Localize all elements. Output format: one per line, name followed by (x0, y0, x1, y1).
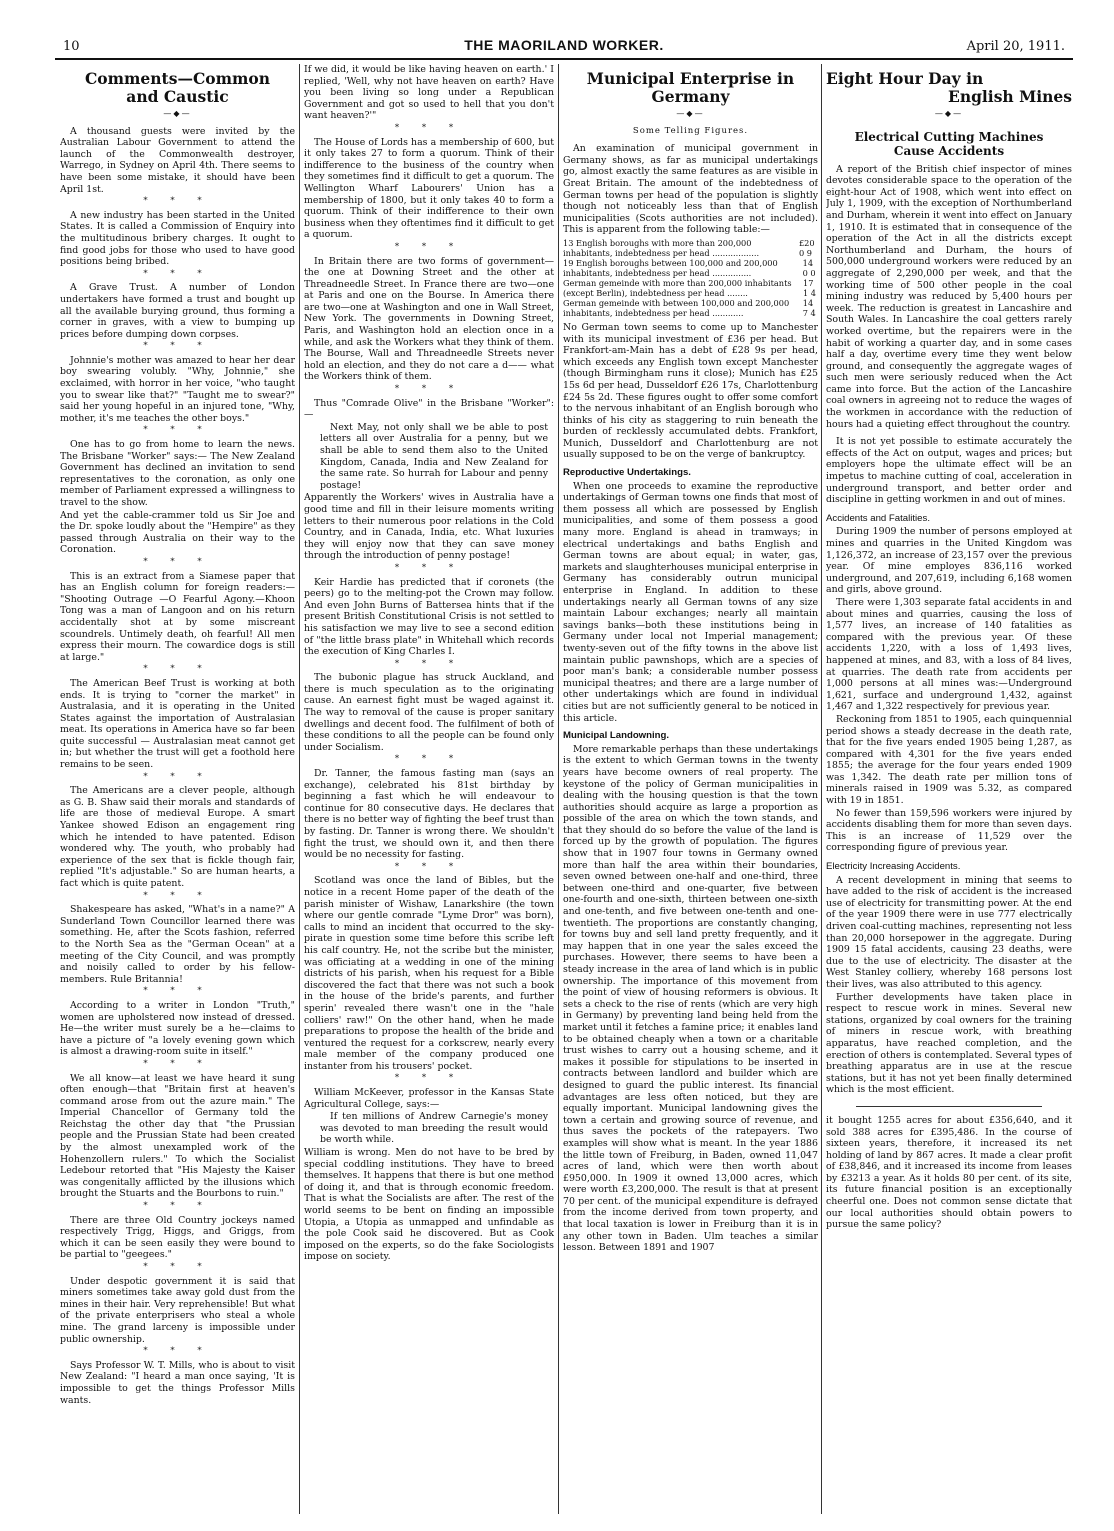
article-subtitle: Electrical Cutting Machines Cause Accidents (854, 129, 1044, 158)
paragraph: Keir Hardie has predicted that if coronets (the peers) go to the melting-pot the Crown may follow. And even John Burns of Battersea hints that if the present British Constitutional Crisis is not settled to his satisfaction we may live to see a second edition of "the little brass plate" in Whitehall which records the execution of King Charles I. (304, 576, 554, 658)
table-row: 13 English boroughs with more than 200,000 inhabitants, indebtedness per head .................. £20 0 9 (563, 237, 815, 258)
paragraph: More remarkable perhaps than these undertakings is the extent to which German towns in the twenty years have become owners of real property. The keystone of the policy of German municipalities in dealing with the housing question is that the town authorities should acquire as large a proportion as possible of the area on which the town stands, and that they should do so before the value of the land is forced up by the growth of population. The figures show that in 1907 four towns in Germany owned more than half the area within their boundaries, seven owned between one-half and one-third, three between one-third and one-quarter, five between one-fourth and one-sixth, thirteen between one-sixth and one-tenth, and five between one-tenth and one-twentieth. The proportions are constantly changing, for towns buy and sell land pretty frequently, and it may happen that in one year the sales exceed the purchases. However, there seems to have been a steady increase in the area of land which is in public ownership. The importance of this movement from the point of view of housing reformers is obvious. It sets a check to the rise of rents (which are very high in Germany) by preventing land being held from the market until it fetches a famine price; it enables land to be obtained cheaply when a town or a charitable trust wishes to carry out a housing scheme, and it makes it possible for stipulations to be inserted in contracts between landlord and builder which are designed to guard the public interest. Its financial advantages are less often noticed, but they are equally important. Municipal landowning gives the town a certain and growing source of revenue, and thus saves the pockets of the ratepayers. Two examples will show what is meant. In the year 1886 the little town of Freiburg, in Baden, owned 11,047 acres of land, which were then worth about £950,000. In 1909 it owned 13,000 acres, which were worth £3,200,000. The result is that at present 70 per cent. of the municipal expenditure is defrayed from the income derived from town property, and that local taxation is lower in Freiburg than it is in any other town in Baden. Ulm teaches a similar lesson. Between 1891 and 1907 (563, 743, 818, 1254)
page-number: 10 (63, 39, 80, 54)
paragraph: A thousand guests were invited by the Australian Labour Government to attend the launch of the Commonwealth destroyer, Warrego, in Sydney on April 4th. There seems to have been some mistake, it should have been April 1st. (60, 125, 295, 195)
title-ornament: —◆— (934, 109, 964, 118)
quoted-block (320, 1111, 548, 1146)
indebtedness-table (563, 238, 818, 318)
article-title-eight-hour: Eight Hour Day in (826, 69, 984, 88)
article-kicker: Some Telling Figures. (632, 125, 749, 136)
paragraph: Says Professor W. T. Mills, who is about to visit New Zealand: "I heard a man once saying, 'It is impossible to get the things Professor Mills wants. (60, 1359, 295, 1406)
paragraph: There are three Old Country jockeys named respectively Trigg, Higgs, and Griggs, from which it can be seen easily they were bound to be partial to "geegees." (60, 1214, 295, 1261)
section-heading: Electricity Increasing Accidents. (826, 861, 961, 873)
paragraph: Next May, not only shall we be able to post letters all over Australia for a penny, but we shall be able to send them also to the United Kingdom, Canada, India and New Zealand for the same rate. So hurrah for Labour and penny postage! (320, 421, 548, 491)
paragraph: No fewer than 159,596 workers were injured by accidents disabling them for more than seven days. This is an increase of 11,529 over the corresponding figure of previous year. (826, 807, 1072, 854)
column-municipal-enterprise (563, 64, 818, 1514)
paragraph: Under despotic government it is said that miners sometimes take away gold dust from the mines in their hair. Very reprehensible! But what of the private enterprisers who steal a whole mine. The grand larceny is impossible under public ownership. (60, 1275, 295, 1345)
paragraph: Johnnie's mother was amazed to hear her dear boy swearing volubly. "Why, Johnnie," she exclaimed, with horror in her voice, "who taught you to swear like that?" "Taught me to swear?" said her young hopeful in an injured tone, "Why, mother, it's me teaches the other boys." (60, 354, 295, 424)
article-title-comments: Comments—Common and Caustic (84, 69, 271, 106)
section-heading: Municipal Landowning. (563, 730, 670, 742)
paragraph: During 1909 the number of persons employed at mines and quarries in the United Kingdom was 1,126,372, an increase of 23,157 over the previous year. Of mine employes 836,116 worked underground, and 207,619, including 6,168 women and girls, above ground. (826, 526, 1072, 596)
paragraph: Dr. Tanner, the famous fasting man (says an exchange), celebrated his 81st birthday by beginning a fast which he will endeavour to continue for 80 consecutive days. He declares that there is no better way of fighting the beef trust than by fasting. Dr. Tanner is wrong there. We shouldn't fight the trust, we should own it, and then there would be no necessity for fasting. (304, 768, 554, 861)
quoted-block (320, 422, 548, 492)
masthead: THE MAORILAND WORKER. (464, 37, 664, 53)
paragraph: Scotland was once the land of Bibles, but the notice in a recent Home paper of the death of the parish minister of Wishaw, Lanarkshire (the town where our gentle comrade "Lyme Dror" was born), calls to mind an incident that occurred to the sky-pirate in question some time before this scribe left his calf country. He, not the scribe but the minister, was officiating at a wedding in one of the mining districts of his parish, when his request for a Bible discovered the fact that there was not such a book in the house of the bride's parents, and further sperin' revealed there wasn't one in the "hale colliers' raw!" On the other hand, when he made preparations to propose the health of the bride and ventured the request for a corkscrew, nearly every male member of the company produced one instanter from his trousers' pocket. (304, 875, 554, 1072)
paragraph: Thus "Comrade Olive" in the Brisbane "Worker":— (304, 397, 554, 421)
section-stars: * * * (394, 658, 464, 669)
paragraph: One has to go from home to learn the news. The Brisbane "Worker" says:— The New Zealand Government has declined an invitation to send representatives to the coronation, as only one member of Parliament expressed a willingness to travel to the show. (60, 439, 295, 508)
column-rule (558, 64, 559, 1514)
paragraph: The House of Lords has a membership of 600, but it only takes 27 to form a quorum. Think of their indifference to the business of the country when they sometimes find it difficult to get a quorum. The Wellington Wharf Labourers' Union has a membership of 1800, but it only takes 40 to form a quorum. Think of their indifference to their own business when they oftentimes find it difficult to get a quorum. (304, 136, 554, 241)
paragraph: Shakespeare has asked, "What's in a name?" A Sunderland Town Councillor learned there was something. He, after the Scots fashion, referred to the North Sea as the "German Ocean" at a meeting of the City Council, and was promptly and noisily called to order by his fellow-members. Rule Britannia! (60, 904, 295, 985)
section-stars: * * * (143, 341, 212, 352)
title-ornament: —◆— (676, 109, 705, 118)
section-stars: * * * (143, 1346, 212, 1357)
section-stars: * * * (394, 122, 464, 133)
paragraph: The American Beef Trust is working at both ends. It is trying to "corner the market" in Australasia, and it is operating in the United States against the importation of Australasian meat. Its operations in America have so far been quite successful — Australasian meat cannot get in; but whether the trust will get a foothold here remains to be seen. (60, 677, 295, 771)
paragraph: Further developments have taken place in respect to rescue work in mines. Several new stations, organized by coal owners for the training of miners in rescue work, with breathing apparatus, have reached completion, and the erection of others is contemplated. Several types of breathing apparatus are in use at the rescue stations, but it has not yet been finally determined which is the most efficient. (826, 991, 1072, 1096)
paragraph: William McKeever, professor in the Kansas State Agricultural College, says:— (304, 1087, 554, 1110)
paragraph: We all know—at least we have heard it sung often enough—that "Britain first at heaven's command arose from out the azure main." The Imperial Chancellor of Germany told the Reichstag the other day that "the Prussian people and the Prussian State had been created by the almost unexampled work of the Hohenzollern rulers." To which the Socialist Ledebour retorted that "His Majesty the Kaiser was congenitally afflicted by the illusions which brought the Stuarts and the Bourbons to ruin." (60, 1072, 295, 1200)
section-stars: * * * (143, 664, 212, 675)
section-heading: Reproductive Undertakings. (563, 467, 691, 479)
title-ornament: —◆— (163, 109, 192, 118)
column-eight-hour-day (826, 64, 1072, 1514)
column-comments (60, 64, 295, 1514)
column-comments-continued (304, 64, 554, 1514)
section-stars: * * * (394, 754, 464, 765)
paragraph: A recent development in mining that seems to have added to the risk of accident is the increased use of electricity for transmitting power. At the end of the year 1909 there were in use 777 electrically driven coal-cutting machines, representing not less than 20,000 horsepower in the aggregate. During 1909 15 fatal accidents, causing 23 deaths, were due to the use of electricity. The disaster at the West Stanley colliery, whereby 168 persons lost their lives, was also attributed to this agency. (826, 874, 1072, 990)
paragraph: No German town seems to come up to Manchester with its municipal investment of £36 per head. But Frankfort-am-Main has a debt of £28 9s per head, which exceeds any English town except Manchester (though Birmingham runs it close); Munich has £25 15s 6d per head, Dusseldorf £26 17s, Charlottenburg £24 5s 2d. These figures ought to offer some comfort to the nervous inhabitant of an English borough who thinks of his city as staggering to ruin beneath the burden of recklessly accumulated debts. Frankfort, Munich, Dusseldorf and Charlottenburg are not usually supposed to be on the verge of bankruptcy. (563, 321, 818, 461)
section-stars: * * * (143, 986, 212, 997)
section-stars: * * * (394, 1073, 464, 1084)
page-header (55, 37, 1073, 57)
article-title-municipal: Municipal Enterprise in Germany (586, 69, 795, 106)
paragraph: There were 1,303 separate fatal accidents in and about mines and quarries, causing the loss of 1,577 lives, an increase of 140 fatalities as compared with the previous year. Of these accidents 1,220, with a loss of 1,493 lives, happened at mines, and 83, with a loss of 84 lives, at quarries. The death rate from accidents per 1,000 persons at all mines was:—Underground 1,621, surface and underground 1,432, against 1,467 and 1,322 respectively for previous year. (826, 596, 1072, 713)
paragraph: Apparently the Workers' wives in Australia have a good time and fill in their leisure moments writing letters to their numerous poor relations in the Cold Country, and in Canada, India, etc. What luxuries they will enjoy now that they can save money through the introduction of penny postage! (304, 492, 554, 562)
paragraph: According to a writer in London "Truth," women are upholstered now instead of dressed. He—the writer must surely be a he—claims to have a picture of "a lovely evening gown which is almost a drawing-room suite in itself." (60, 999, 295, 1058)
section-stars: * * * (394, 861, 464, 872)
section-stars: * * * (143, 556, 212, 567)
table-row: German gemeinde with more than 200,000 inhabitants (except Berlin), indebtedness per head ........ 17 1 4 (563, 277, 817, 298)
paragraph: The bubonic plague has struck Auckland, and there is much speculation as to the originating cause. An earnest fight must be waged against it. The way to removal of the cause is proper sanitary dwellings and decent food. The fulfilment of both of these conditions to all the people can be found only under Socialism. (304, 672, 554, 753)
paragraph: The Americans are a clever people, although as G. B. Shaw said their morals and standards of life are those of medieval Europe. A smart Yankee showed Edison an engagement ring which he intended to have patented. Edison wondered why. The youth, who probably had experience of the sex that is fickle though fair, replied "It's adjustable." So are human hearts, a fact which is quite patent. (60, 785, 295, 889)
section-stars: * * * (394, 241, 464, 252)
section-stars: * * * (143, 890, 212, 901)
paragraph: A report of the British chief inspector of mines devotes considerable space to the operation of the eight-hour Act of 1908, which went into effect on July 1, 1909, with the exception of Northumberland and Durham, wherein it went into effect on January 1, 1910. It is estimated that in consequence of the operation of the Act in all the districts except Northumberland and Durham, the hours of 500,000 underground workers were reduced by an aggregate of 2,290,000 per week, and that the working time of 500 other people in the coal mining industry was reduced by 5,400 hours per week. The reduction is greatest in Lancashire and South Wales. In Lancashire the coal getters rarely worked overtime, but the repairers were in the habit of working a quarter day, and in some cases half a day, overtime every time they went below ground, and consequently the aggregate wages of such men were seriously reduced when the Act came into force. But the action of the Lancashire coal owners in agreeing not to reduce the wages of the workmen in accordance with the reduction of hours had a quieting effect throughout the country. (826, 163, 1072, 430)
column-rule (299, 64, 300, 1514)
paragraph: If we did, it would be like having heaven on earth.' I replied, 'Well, why not have heaven on earth? Have you been living so long under a Republican Government and got so used to hell that you don't want heaven?'" (304, 64, 554, 122)
section-stars: * * * (143, 196, 212, 207)
paragraph: A new industry has been started in the United States. It is called a Commission of Enquiry into the multitudinous bribery charges. It ought to find good jobs for those who used to have good positions being bribed. (60, 209, 295, 268)
paragraph: William is wrong. Men do not have to be bred by special coddling institutions. They have to breed themselves. It happens that there is but one method of doing it, and that is through economic freedom. That is what the Socialists are after. The rest of the world seems to be bent on finding an impossible Utopia, a Utopia as unmapped and unfindable as the pole Cook said he discovered. But as Cook imposed on the experts, so do the fake Sociologists impose on society. (304, 1147, 554, 1263)
column-rule (821, 64, 822, 1514)
paragraph: When one proceeds to examine the reproductive undertakings of German towns one finds that most of them possess all which are possessed by English municipalities, and some of them possess a good many more. England is ahead in tramways; in electrical undertakings and baths English and German towns are about equal; in water, gas, markets and slaughterhouses municipal enterprise in Germany has considerably outrun municipal enterprise in England. In addition to these undertakings nearly all German towns of any size maintain Labour exchanges; nearly all maintain savings banks—both these institutions being in Germany under local not Imperial management; twenty-seven out of the fifty towns in the above list maintain public pawnshops, which are a species of poor man's bank; a considerable number possess municipal theatres; and there are a large number of other undertakings which are found in individual cities but are not sufficiently general to be noticed in this article. (563, 480, 818, 724)
section-stars: * * * (143, 1262, 212, 1272)
table-row: 19 English boroughs between 100,000 and 200,000 inhabitants, indebtedness per head ............... 14 0 0 (563, 257, 816, 278)
paragraph: Reckoning from 1851 to 1905, each quinquennial period shows a steady decrease in the death rate, that for the five years ended 1905 being 1,287, as compared with 4,301 for the five years ended 1855; the average for the four years ended 1909 was 1,342. The death rate per million tons of minerals raised in 1909 was 5.32, as compared with 19 in 1851. (826, 713, 1072, 807)
paragraph: This is an extract from a Siamese paper that has an English column for foreign readers:— "Shooting Outrage —O Fearful Agony.—Khoon Tong was a man of Langoon and on his return accidentally shot at by some miscreant scoundrels. Untimely death, oh fearful! All men express their mourn. The cowardice dogs is still at large." (60, 570, 295, 663)
paragraph: If ten millions of Andrew Carnegie's money was devoted to man breeding the result would be worth while. (320, 1111, 548, 1146)
issue-date: April 20, 1911. (966, 39, 1065, 54)
paragraph: In Britain there are two forms of government—the one at Downing Street and the other at Threadneedle Street. In France there are two—one at Paris and one on the Bourse. In America there are two—one at Washington and one in Wall Street, New York. The governments in Downing Street, Paris, and Washington hold an election once in a while, and ask the Workers what they think of them. The Bourse, Wall and Threadneedle Streets never hold an election, and they do not care a d—— what the Workers think of them. (304, 255, 554, 383)
section-stars: * * * (143, 425, 212, 436)
section-stars: * * * (143, 771, 212, 782)
section-stars: * * * (394, 384, 464, 395)
table-row: German gemeinde with between 100,000 and 200,000 inhabitants, indebtedness per head ............ 14 7 4 (563, 297, 816, 318)
section-stars: * * * (143, 1201, 212, 1212)
paragraph: A Grave Trust. A number of London undertakers have formed a trust and bought up all the available burying ground, thus forming a corner in graves, with a view to bumping up prices before dumping down corpses. (60, 282, 295, 340)
section-stars: * * * (143, 1058, 212, 1069)
column-divider (856, 1106, 1042, 1107)
paragraph: And yet the cable-crammer told us Sir Joe and the Dr. spoke loudly about the "Hempire" as they passed through Australia on their way to the Coronation. (60, 509, 295, 556)
article-title-eight-hour-line2: English Mines (948, 87, 1072, 106)
paragraph: An examination of municipal government in Germany shows, as far as municipal undertakings go, almost exactly the same features as are visible in Great Britain. The amount of the indebtedness of German towns per head of the population is slightly though not noticeably less than that of English municipalities (Scots authorities are not included). This is apparent from the following table:— (563, 143, 818, 236)
section-heading: Accidents and Fatalities. (826, 512, 930, 524)
section-stars: * * * (143, 268, 212, 279)
section-stars: * * * (394, 562, 464, 573)
paragraph: It is not yet possible to estimate accurately the effects of the Act on output, wages and prices; but employers hope the ultimate effect will be an impetus to machine cutting of coal, acceleration in underground transport, and better order and discipline in getting workmen in and out of mines. (826, 436, 1072, 506)
header-rule (55, 58, 1073, 60)
continuation-paragraph: it bought 1255 acres for about £356,640, and it sold 388 acres for £395,486. In the course of sixteen years, therefore, it increased its net holding of land by 867 acres. It made a clear profit of £38,846, and it increased its income from leases by £3213 a year. As it holds 80 per cent. of its site, its future financial position is an exceptionally cheerful one. Does not common sense dictate that our local authorities should obtain powers to pursue the same policy? (826, 1114, 1072, 1231)
